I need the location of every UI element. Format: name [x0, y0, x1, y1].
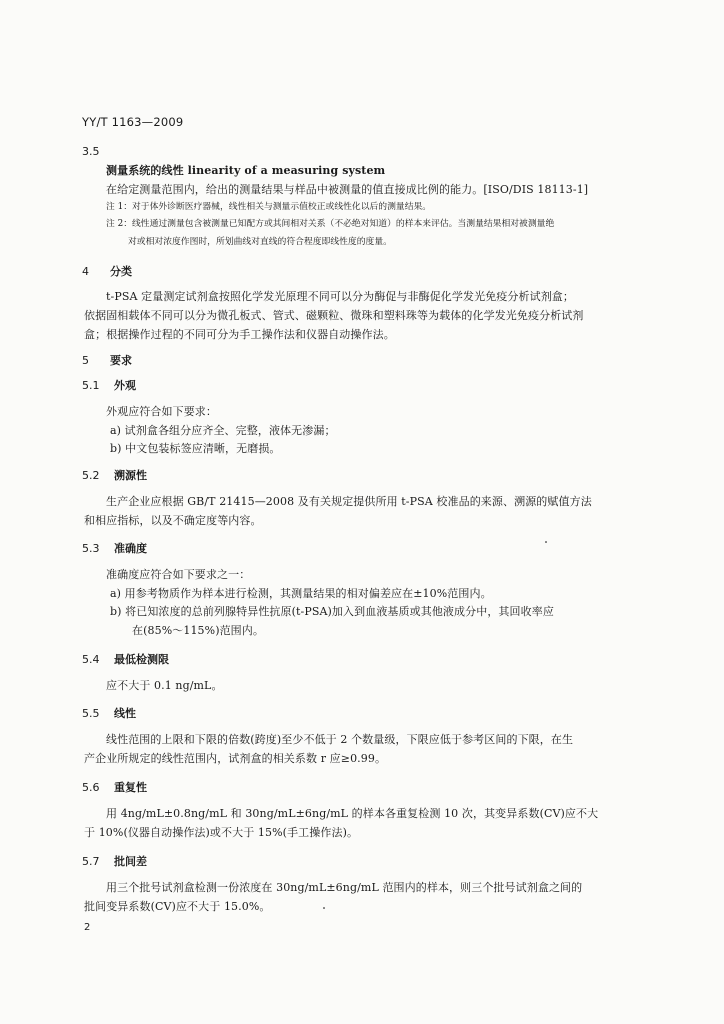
list-item-a: a) 用参考物质作为样本进行检测，其测量结果的相对偏差应在±10%范围内。: [110, 587, 492, 600]
page-number: 2: [84, 922, 91, 933]
section-5-3-heading: [82, 540, 147, 556]
section-number: 5.2: [82, 469, 100, 482]
section-title: 溯源性: [114, 469, 147, 482]
section-title: 最低检测限: [114, 653, 169, 666]
paragraph-line: 准确度应符合如下要求之一：: [106, 568, 251, 581]
paragraph-line: 批间变异系数(CV)应不大于 15.0%。: [84, 900, 271, 913]
section-number: 3.5: [82, 145, 100, 158]
note-2-line-2: 对或相对浓度作图时，所划曲线对直线的符合程度即线性度的度量。: [128, 237, 392, 247]
paragraph-line: 用 4ng/mL±0.8ng/mL 和 30ng/mL±6ng/mL 的样本各重复检测 10 次，其变异系数(CV)应不大: [106, 807, 599, 820]
section-title: 线性: [114, 707, 136, 720]
list-item-b: b) 中文包装标签应清晰，无磨损。: [110, 442, 281, 455]
list-item-b-line-1: b) 将已知浓度的总前列腺特异性抗原(t-PSA)加入到血液基质或其他液成分中，其回收率应: [110, 605, 554, 618]
section-number: 5.3: [82, 542, 100, 555]
standard-code-header: YY/T 1163—2009: [82, 115, 184, 129]
paragraph-line: 生产企业应根据 GB/T 21415—2008 及有关规定提供所用 t-PSA 校准品的来源、溯源的赋值方法: [106, 495, 592, 508]
paragraph-line: 依据固相载体不同可以分为微孔板式、管式、磁颗粒、微珠和塑料珠等为载体的化学发光免疫分析试剂: [84, 309, 584, 322]
section-number: 5.7: [82, 855, 100, 868]
section-number: 4: [82, 265, 89, 278]
term-title: 测量系统的线性 linearity of a measuring system: [106, 164, 386, 177]
section-title: 分类: [110, 265, 132, 278]
section-5-heading: [82, 352, 132, 368]
list-item-b-line-2: 在(85%～115%)范围内。: [132, 624, 264, 637]
term-definition: 在给定测量范围内，给出的测量结果与样品中被测量的值直接成比例的能力。[ISO/DIS 18113-1]: [106, 183, 589, 196]
section-number: 5: [82, 354, 89, 367]
section-title: 要求: [110, 354, 132, 367]
paragraph-line: 线性范围的上限和下限的倍数(跨度)至少不低于 2 个数量级，下限应低于参考区间的下限，在生: [106, 733, 574, 746]
paragraph-line: 外观应符合如下要求：: [106, 405, 217, 418]
paragraph-line: 和相应指标，以及不确定度等内容。: [84, 514, 262, 527]
scan-speck: [545, 541, 547, 543]
section-5-5-heading: [82, 705, 136, 721]
section-5-7-heading: [82, 853, 147, 869]
scan-speck: [323, 907, 325, 909]
paragraph-line: 应不大于 0.1 ng/mL。: [106, 679, 223, 692]
section-title: 批间差: [114, 855, 147, 868]
section-number: 5.4: [82, 653, 100, 666]
note-1: 注 1：对于体外诊断医疗器械，线性相关与测量示值校正或线性化以后的测量结果。: [106, 202, 432, 212]
paragraph-line: 于 10%(仪器自动操作法)或不大于 15%(手工操作法)。: [84, 826, 359, 839]
section-5-2-heading: [82, 467, 147, 483]
section-title: 外观: [114, 379, 136, 392]
section-5-1-heading: [82, 377, 136, 393]
section-number: 5.1: [82, 379, 100, 392]
section-5-6-heading: [82, 779, 147, 795]
paragraph-line: t-PSA 定量测定试剂盒按照化学发光原理不同可以分为酶促与非酶促化学发光免疫分析试剂盒；: [106, 290, 575, 303]
section-number: 5.6: [82, 781, 100, 794]
section-5-4-heading: [82, 651, 169, 667]
paragraph-line: 用三个批号试剂盒检测一份浓度在 30ng/mL±6ng/mL 范围内的样本，则三个批号试剂盒之间的: [106, 881, 583, 894]
section-4-heading: [82, 263, 132, 279]
section-title: 重复性: [114, 781, 147, 794]
paragraph-line: 盒；根据操作过程的不同可分为手工操作法和仪器自动操作法。: [84, 328, 395, 341]
section-number: 5.5: [82, 707, 100, 720]
note-2-line-1: 注 2：线性通过测量包含被测量已知配方或其间相对关系（不必绝对知道）的样本来评估。当测量结果相对被测量绝: [106, 219, 555, 229]
section-3-5-heading: [82, 145, 110, 158]
section-title: 准确度: [114, 542, 147, 555]
paragraph-line: 产企业所规定的线性范围内，试剂盒的相关系数 r 应≥0.99。: [84, 752, 387, 765]
list-item-a: a) 试剂盒各组分应齐全、完整，液体无渗漏；: [110, 424, 336, 437]
